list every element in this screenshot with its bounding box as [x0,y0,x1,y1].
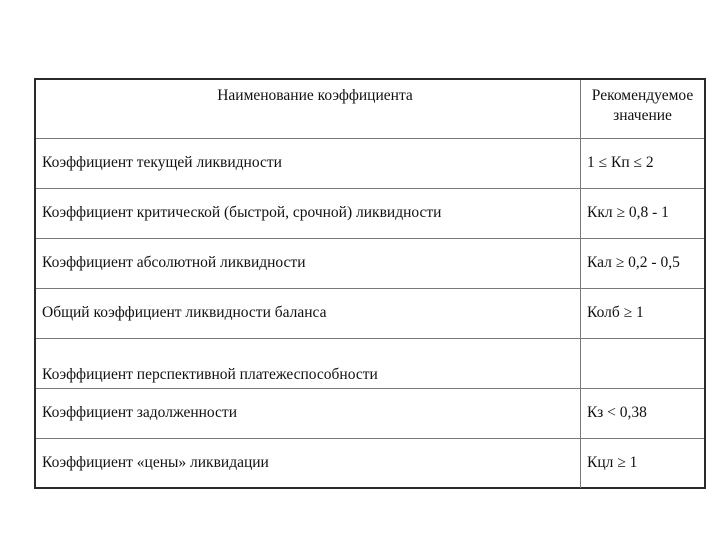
ratio-name-cell: Коэффициент абсолютной ликвидности [36,238,581,288]
ratio-value-cell: Кал ≥ 0,2 - 0,5 [581,238,704,288]
ratio-value-cell: 1 ≤ Кп ≤ 2 [581,138,704,188]
table-row [36,138,704,188]
ratio-name-cell: Коэффициент критической (быстрой, срочной) ликвидности [36,188,581,238]
ratio-name-cell: Коэффициент текущей ликвидности [36,138,581,188]
table-row [36,238,704,288]
table-row [36,188,704,238]
ratio-value-cell: Ккл ≥ 0,8 - 1 [581,188,704,238]
header-recommended-value: Рекомендуемое значение [581,80,704,138]
ratio-value-cell: Колб ≥ 1 [581,288,704,338]
table-row [36,288,704,338]
ratio-name-cell: Общий коэффициент ликвидности баланса [36,288,581,338]
ratios-table [36,80,704,488]
ratio-name-cell: Коэффициент «цены» ликвидации [36,438,581,488]
table-row [36,438,704,488]
table-row [36,388,704,438]
liquidity-ratios-table [34,78,706,489]
ratio-name-cell: Коэффициент задолженности [36,388,581,438]
ratio-value-cell: Кцл ≥ 1 [581,438,704,488]
table-row [36,338,704,388]
ratio-value-cell [581,338,704,388]
table-header-row [36,80,704,138]
header-ratio-name: Наименование коэффициента [36,80,581,138]
ratio-value-cell: Кз < 0,38 [581,388,704,438]
ratio-name-cell: Коэффициент перспективной платежеспособности [36,338,581,388]
